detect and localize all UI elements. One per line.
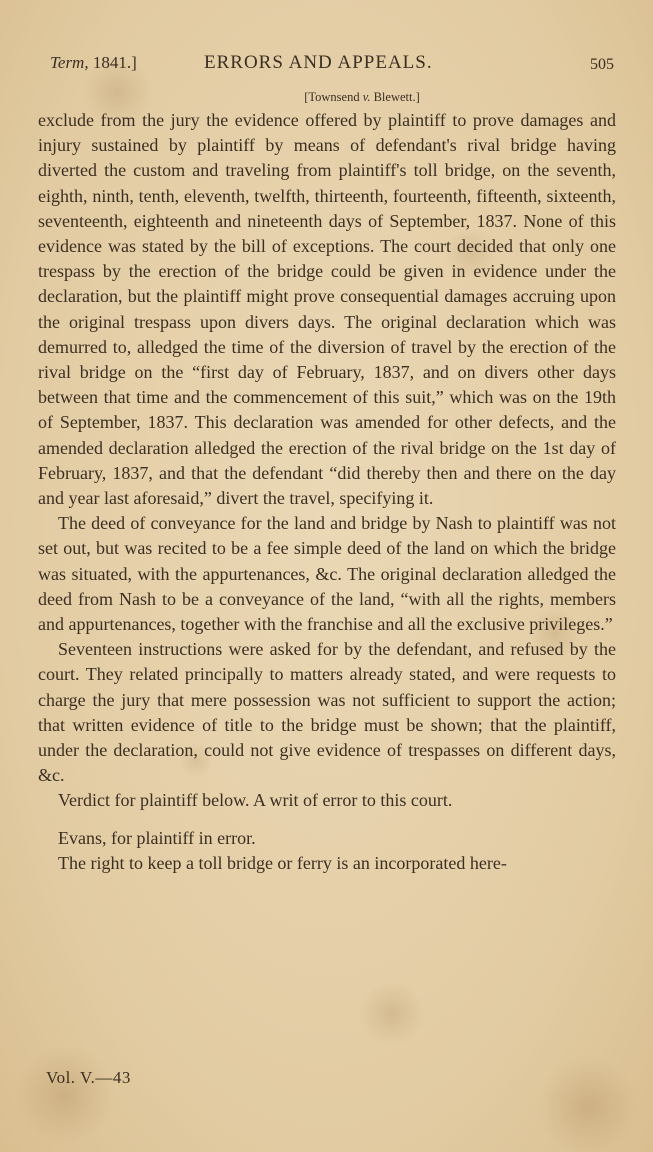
page [38, 50, 616, 876]
paragraph-argument: The right to keep a toll bridge or ferry is an incorporated here- [58, 852, 507, 873]
signature-mark: Vol. V.—43 [46, 1068, 131, 1087]
body-text [38, 108, 616, 876]
case-name-close: Blewett.] [370, 90, 420, 104]
term-word: Term, [50, 53, 89, 72]
running-head-term [50, 53, 137, 73]
running-head-title: ERRORS AND APPEALS. [204, 52, 433, 73]
paragraph-deed: The deed of conveyance for the land and bridge by Nash to plaintiff was not set out, but was recited to be a fee simple deed of the land on which the bridge was situated, with the appurtenances, &c. The original declaration alledged the deed from Nash to be a conveyance of the land, “with all the rights, members and appurtenances, together with the franchise and all the exclusive privileges.” [38, 513, 616, 635]
paragraph-verdict: Verdict for plaintiff below. A writ of error to this court. [58, 790, 453, 811]
term-year: 1841.] [92, 53, 137, 72]
paragraph-continuation: exclude from the jury the evidence offered by plaintiff to prove damages and injury sustained by plaintiff by means of defendant's rival bridge having diverted the custom and traveling from plaintiff's toll bridge, on the seventh, eighth, ninth, tenth, eleventh, twelfth, thirteenth, fourteenth, fifteenth, sixteenth, seventeenth, eighteenth and nineteenth days of September, 1837. None of this evidence was stated by the bill of exceptions. The court decided that only one trespass by the erection of the bridge could be given in evidence under the declaration, but the plaintiff might prove consequential damages accruing upon the original trespass upon divers days. The original declaration which was demurred to, alledged the time of the diversion of travel by the erection of the rival bridge on the “first day of February, 1837, and on divers other days between that time and the commencement of this suit,” which was on the 19th of September, 1837. This declaration was amended for other defects, and the amended declaration alledged the erection of the rival bridge on the 1st day of February, 1837, and that the defendant “did thereby then and there on the day and year last aforesaid,” divert the travel, specifying it. [38, 110, 616, 509]
running-head [38, 50, 616, 84]
paragraph-counsel: Evans, for plaintiff in error. [58, 827, 256, 848]
paragraph-instructions: Seventeen instructions were asked for by the defendant, and refused by the court. They related principally to matters already stated, and were requests to charge the jury that mere possession was not sufficient to support the action; that written evidence of title to the bridge must be shown; that the plaintiff, under the declaration, could not give evidence of trespasses on different days, &c. [38, 639, 616, 786]
page-number: 505 [590, 56, 614, 73]
case-name-versus: v. [362, 90, 371, 104]
case-name [38, 90, 616, 106]
case-name-open: [Townsend [304, 90, 363, 104]
